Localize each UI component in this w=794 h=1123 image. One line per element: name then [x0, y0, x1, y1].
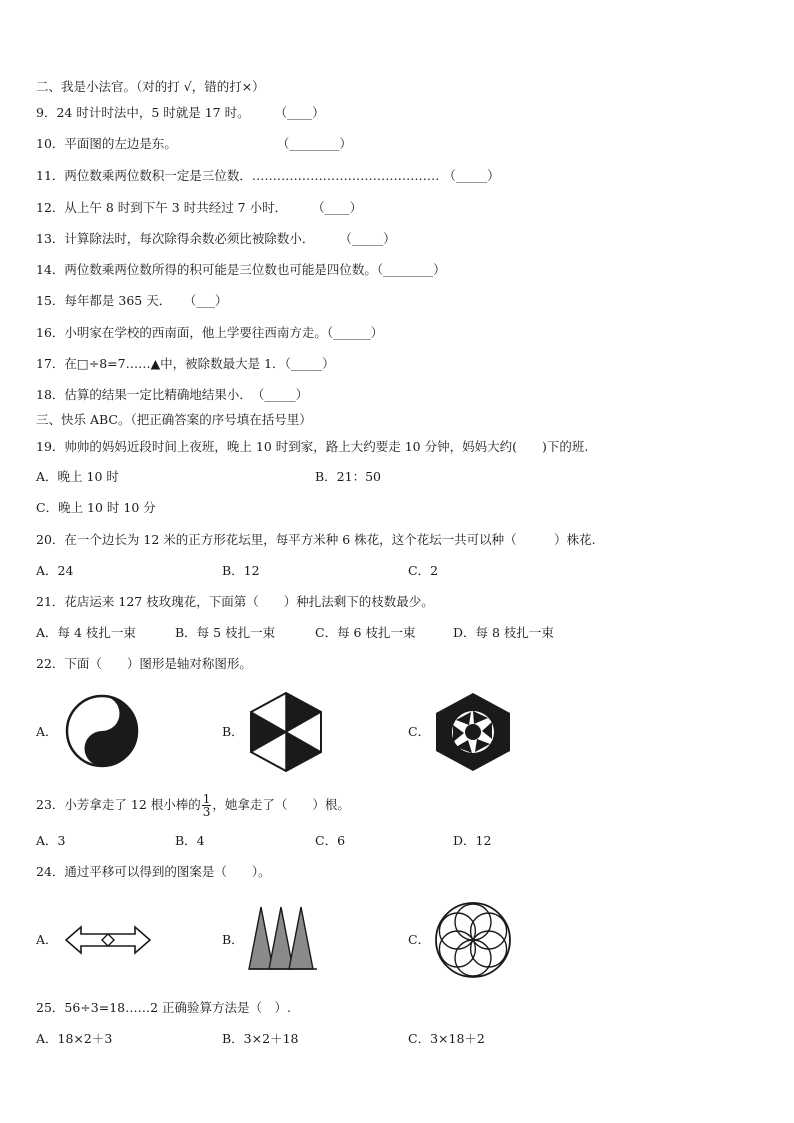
q24-option-b: B．	[222, 932, 244, 947]
q21-option-b: B．每 5 枝扎一束	[175, 625, 276, 640]
section-heading-judge: 二、我是小法官。（对的打 √，错的打×）	[36, 79, 265, 94]
question-19: 19．帅帅的妈妈近段时间上夜班，晚上 10 时到家，路上大约要走 10 分钟，妈妈大约( )下的班.	[36, 439, 589, 454]
q22-option-a: A．	[36, 724, 58, 739]
q23-option-b: B．4	[175, 833, 205, 848]
question-15: 15．每年都是 365 天． （___）	[36, 293, 228, 308]
one-third-fraction	[202, 793, 212, 818]
question-11: 11．两位数乘两位数积一定是三位数．……………………………………… （_____）	[36, 168, 500, 183]
question-25: 25．56÷3=18……2 正确验算方法是（ ）.	[36, 1000, 292, 1015]
q23-option-d: D．12	[453, 833, 492, 848]
q23-option-a: A．3	[36, 833, 66, 848]
question-10: 10．平面图的左边是东。 （________）	[36, 136, 352, 151]
question-22: 22．下面（ ）图形是轴对称图形。	[36, 656, 252, 671]
question-24: 24．通过平移可以得到的图案是（ ）。	[36, 864, 271, 879]
six-petal-flower-icon	[433, 900, 513, 980]
double-arrow-icon	[64, 925, 152, 955]
yin-yang-icon	[64, 693, 140, 769]
q25-option-b: B．3×2＋18	[222, 1031, 299, 1046]
q22-option-c: C．	[408, 724, 431, 739]
question-12: 12．从上午 8 时到下午 3 时共经过 7 小时． （____）	[36, 200, 363, 215]
q24-option-c: C．	[408, 932, 431, 947]
q19-option-c: C．晚上 10 时 10 分	[36, 500, 156, 515]
hexagon-pinwheel-icon	[434, 691, 512, 773]
q20-option-c: C．2	[408, 563, 439, 578]
q21-option-d: D．每 8 枝扎一束	[453, 625, 554, 640]
q23-option-c: C．6	[315, 833, 346, 848]
q20-option-a: A．24	[36, 563, 74, 578]
section-heading-choice: 三、快乐 ABC。（把正确答案的序号填在括号里）	[36, 412, 312, 427]
question-21: 21．花店运来 127 枝玫瑰花，下面第（ ）种扎法剩下的枝数最少。	[36, 594, 434, 609]
question-17: 17．在□÷8=7……▲中，被除数最大是 1．（_____）	[36, 356, 335, 371]
q21-option-a: A．每 4 枝扎一束	[36, 625, 136, 640]
fraction-denominator: 3	[202, 805, 211, 819]
q23-stem-post: ，她拿走了（ ）根。	[212, 797, 350, 812]
question-13: 13．计算除法时，每次除得余数必须比被除数小． （_____）	[36, 231, 396, 246]
fraction-numerator: 1	[202, 792, 211, 806]
q24-option-a: A．	[36, 932, 58, 947]
q19-option-a: A．晚上 10 时	[36, 469, 119, 484]
q23-stem-pre: 23．小芳拿走了 12 根小棒的	[36, 797, 201, 812]
question-9: 9．24 时计时法中，5 时就是 17 时。 （____）	[36, 105, 325, 120]
q20-option-b: B．12	[222, 563, 260, 578]
question-16: 16．小明家在学校的西南面，他上学要往西南方走。（______）	[36, 325, 384, 340]
q21-option-c: C．每 6 枝扎一束	[315, 625, 416, 640]
q25-option-a: A．18×2＋3	[36, 1031, 113, 1046]
q19-option-b: B．21：50	[315, 469, 381, 484]
question-23	[36, 788, 350, 822]
q25-option-c: C．3×18＋2	[408, 1031, 485, 1046]
q22-option-b: B．	[222, 724, 244, 739]
question-14: 14．两位数乘两位数所得的积可能是三位数也可能是四位数。（________）	[36, 262, 446, 277]
question-18: 18．估算的结果一定比精确地结果小． （_____）	[36, 387, 309, 402]
three-triangles-icon	[247, 905, 319, 973]
question-20: 20．在一个边长为 12 米的正方形花坛里，每平方米种 6 株花，这个花坛一共可以种（ ）株花.	[36, 532, 596, 547]
hexagon-triangles-icon	[249, 691, 323, 773]
